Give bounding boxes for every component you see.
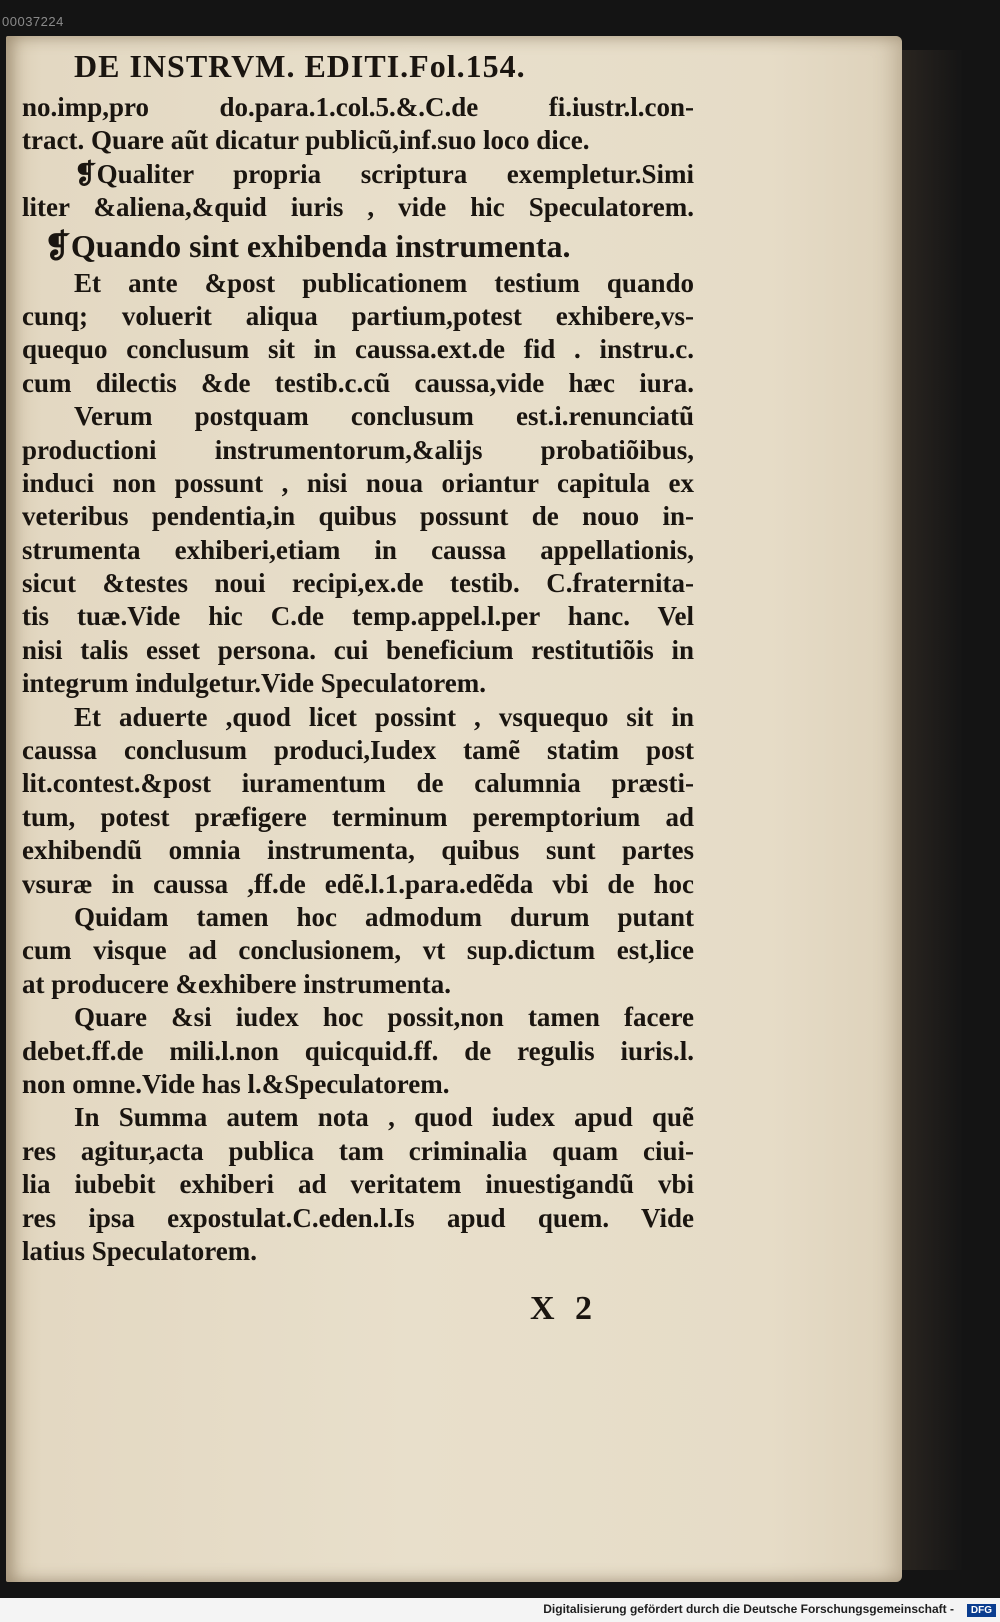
text-body — [22, 91, 694, 1268]
text-line: cunq; voluerit aliqua partium,potest exhibere,vs- — [22, 300, 694, 331]
page-text — [22, 48, 694, 1268]
text-line: strumenta exhiberi,etiam in caussa appellationis, — [22, 534, 694, 565]
text-line: quequo conclusum sit in caussa.ext.de fid . instru.c. — [22, 334, 694, 365]
text-line: ❡Qualiter propria scriptura exempletur.Simi — [74, 158, 694, 189]
text-line: lit.contest.&post iuramentum de calumnia præsti- — [22, 768, 694, 799]
text-line: exhibendũ omnia instrumenta, quibus sunt partes — [22, 835, 694, 866]
funding-credit: Digitalisierung gefördert durch die Deutsche Forschungsgemeinschaft - — [543, 1602, 954, 1616]
text-line: Et ante &post publicationem testium quando — [74, 267, 694, 298]
text-line: lia iubebit exhiberi ad veritatem inuestigandũ vbi — [22, 1169, 694, 1200]
text-line: cum dilectis &de testib.c.cũ caussa,vide hæc iura. — [22, 367, 694, 398]
text-line: nisi talis esset persona. cui beneficium restitutiõis in — [22, 634, 694, 665]
text-line: Verum postquam conclusum est.i.renunciatũ — [74, 401, 694, 432]
text-line: caussa conclusum produci,Iudex tamẽ statim post — [22, 735, 694, 766]
signature-mark: X 2 — [530, 1290, 599, 1327]
text-line: Et aduerte ,quod licet possint , vsquequo sit in — [74, 701, 694, 732]
text-line: latius Speculatorem. — [22, 1235, 257, 1266]
text-line: induci non possunt , nisi noua oriantur capitula ex — [22, 467, 694, 498]
text-line: non omne.Vide has l.&Speculatorem. — [22, 1068, 450, 1099]
dfg-logo: DFG — [967, 1604, 996, 1617]
text-line: res ipsa expostulat.C.eden.l.Is apud quem. Vide — [22, 1202, 694, 1233]
text-line: tum, potest præfigere terminum peremptorium ad — [22, 801, 694, 832]
text-line: productioni instrumentorum,&alijs probatiõibus, — [22, 434, 694, 465]
text-line: at producere &exhibere instrumenta. — [22, 968, 451, 999]
text-line: debet.ff.de mili.l.non quicquid.ff. de regulis iuris.l. — [22, 1035, 694, 1066]
text-line: res agitur,acta publica tam criminalia quam ciui- — [22, 1135, 694, 1166]
text-line: veteribus pendentia,in quibus possunt de nouo in- — [22, 501, 694, 532]
text-line: tract. Quare aũt dicatur publicũ,inf.suo loco dice. — [22, 125, 590, 156]
text-line: liter &aliena,&quid iuris , vide hic Speculatorem. — [22, 192, 694, 223]
scan-id-label: 00037224 — [2, 14, 64, 29]
section-heading: ❡Quando sint exhibenda instrumenta. — [44, 227, 571, 264]
text-line: In Summa autem nota , quod iudex apud quẽ — [74, 1102, 694, 1133]
text-line: cum visque ad conclusionem, vt sup.dictum est,lice — [22, 935, 694, 966]
text-line: integrum indulgetur.Vide Speculatorem. — [22, 668, 487, 699]
text-line: Quare &si iudex hoc possit,non tamen facere — [74, 1002, 694, 1033]
running-header: DE INSTRVM. EDITI.Fol.154. — [74, 48, 526, 84]
text-line: no.imp,pro do.para.1.col.5.&.C.de fi.iustr.l.con- — [22, 92, 694, 122]
text-line: Quidam tamen hoc admodum durum putant — [74, 901, 694, 932]
text-line: sicut &testes noui recipi,ex.de testib. C.fraternita- — [22, 568, 694, 599]
text-line: vsuræ in caussa ,ff.de edẽ.l.1.para.edẽda vbi de hoc — [22, 868, 694, 899]
book-gutter — [902, 50, 962, 1570]
text-line: tis tuæ.Vide hic C.de temp.appel.l.per hanc. Vel — [22, 601, 694, 632]
